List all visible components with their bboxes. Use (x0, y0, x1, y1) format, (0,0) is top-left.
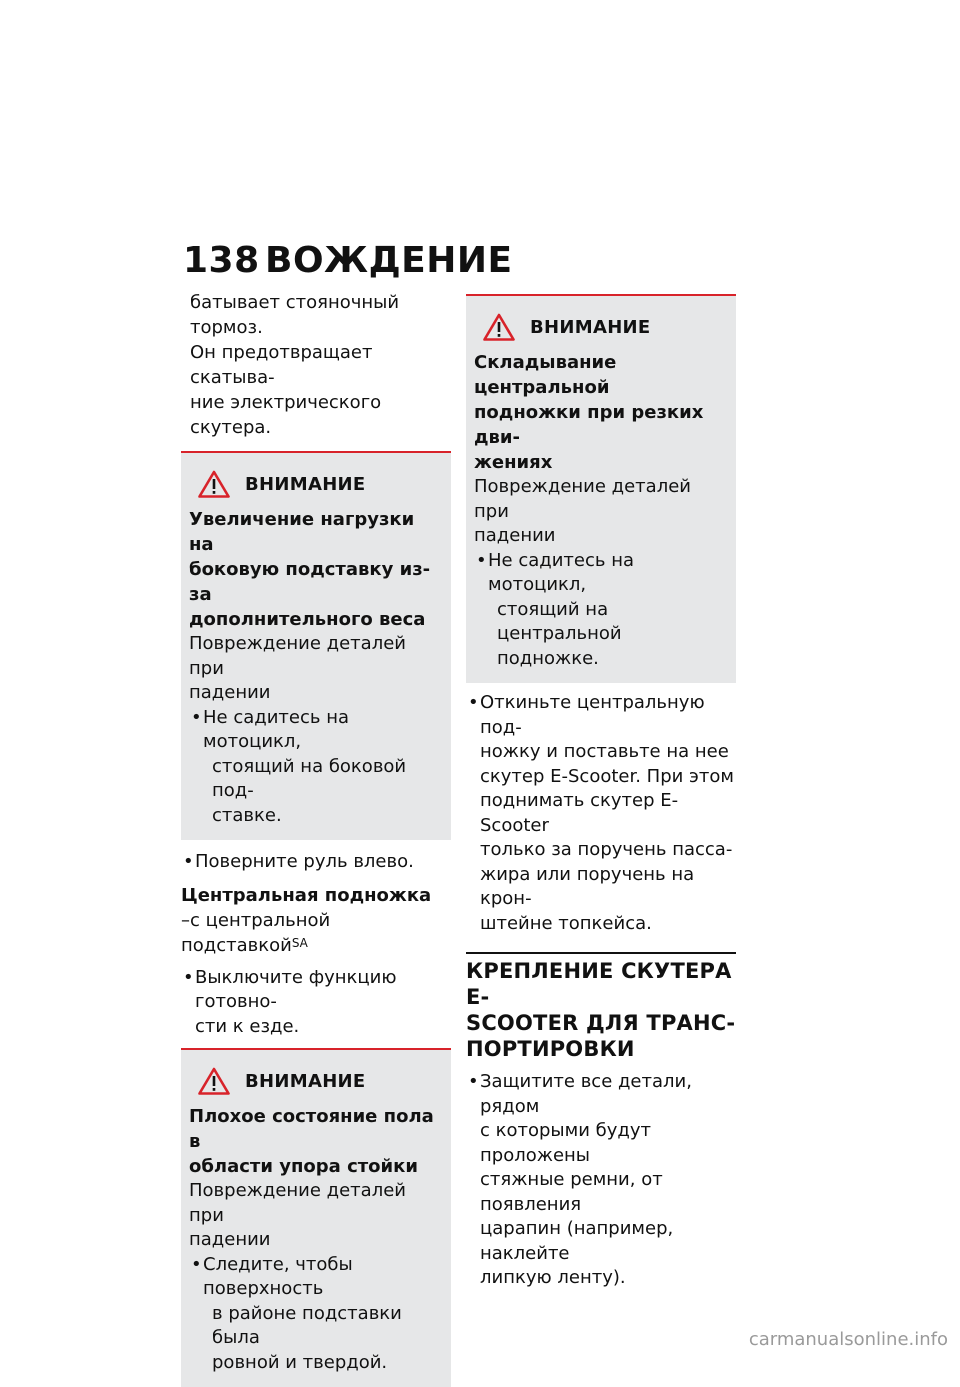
warning-triangle-icon (482, 312, 516, 342)
left-column (181, 290, 451, 1387)
right-column (466, 294, 736, 1291)
warning-instruction-line: ставке. (212, 804, 282, 826)
warning-box-center-stand (466, 294, 736, 683)
warning-header (189, 467, 443, 501)
warning-title-line: жениях (474, 452, 553, 473)
step-line: скутер E-Scooter. При этом (480, 765, 735, 787)
step-line: стяжные ремни, от появления (480, 1169, 663, 1215)
section-title-line: SCOOTER ДЛЯ ТРАНС- (466, 1011, 736, 1035)
warning-consequence-line: падении (474, 525, 556, 546)
step-line: сти к езде. (195, 1015, 300, 1037)
warning-consequence-line: Повреждение деталей при (474, 476, 691, 522)
warning-instruction-line: подножке. (497, 647, 599, 669)
step-line: •Защитите все детали, рядом (468, 1071, 692, 1117)
warning-title-line: Увеличение нагрузки на (189, 509, 415, 555)
step-turn-handlebar (181, 850, 451, 875)
watermark[interactable]: carmanualsonline.info (748, 1329, 948, 1350)
warning-label: ВНИМАНИЕ (245, 473, 366, 495)
intro-line: ние электрического скутера. (190, 392, 382, 438)
step-line: царапин (например, наклейте (480, 1218, 674, 1264)
warning-header (474, 310, 728, 344)
warning-title-line: подножки при резких дви- (474, 402, 704, 448)
step-deploy-center-stand (466, 691, 736, 936)
step-line: липкую ленту). (480, 1267, 626, 1288)
warning-box-floor (181, 1048, 451, 1387)
step-line: с которыми будут проложены (480, 1120, 651, 1166)
warning-title-line: дополнительного веса (189, 609, 426, 630)
warning-consequence-line: Повреждение деталей при (189, 633, 406, 679)
section-title (466, 958, 736, 1062)
page-header (183, 240, 513, 281)
section-title-line: КРЕПЛЕНИЕ СКУТЕРА E- (466, 959, 732, 1009)
step-line: •Поверните руль влево. (183, 851, 414, 872)
step-line: •Выключите функцию готовно- (183, 966, 397, 1012)
intro-line: батывает стояночный тормоз. (190, 292, 400, 338)
warning-consequence-line: падении (189, 1229, 271, 1250)
warning-label: ВНИМАНИЕ (245, 1070, 366, 1092)
warning-triangle-icon (197, 1066, 231, 1096)
sa-superscript: SA (291, 935, 308, 950)
step-line: только за поручень пасса- (480, 839, 733, 860)
section-title-line: ПОРТИРОВКИ (466, 1037, 635, 1061)
warning-instruction-line: •Не садитесь на мотоцикл, (476, 549, 634, 595)
warning-title-line: области упора стойки (189, 1156, 418, 1177)
chapter-title: ВОЖДЕНИЕ (265, 240, 513, 281)
step-protect-parts (466, 1070, 736, 1291)
section-divider (466, 952, 736, 954)
warning-title-line: боковую подставку из-за (189, 559, 431, 605)
warning-header (189, 1064, 443, 1098)
warning-instruction-line: ровной и твердой. (212, 1351, 388, 1373)
step-ignition-off (181, 966, 451, 1040)
warning-label: ВНИМАНИЕ (530, 316, 651, 338)
warning-triangle-icon (197, 469, 231, 499)
warning-instruction-line: •Следите, чтобы поверхность (191, 1253, 353, 1299)
intro-paragraph (181, 290, 451, 440)
warning-instruction-line: •Не садитесь на мотоцикл, (191, 706, 349, 752)
step-line: жира или поручень на крон- (480, 863, 695, 909)
warning-instruction-line: в районе подставки была (212, 1302, 402, 1348)
equipment-note: –с центральной подставкой$^{SA}$ (181, 909, 331, 956)
warning-consequence-line: Повреждение деталей при (189, 1180, 406, 1226)
page-number: 138 (183, 240, 260, 281)
warning-title-line: Плохое состояние пола в (189, 1106, 434, 1152)
subheading-center-stand: Центральная подножка (181, 884, 432, 906)
warning-title-line: Складывание центральной (474, 352, 617, 398)
intro-line: Он предотвращает скатыва- (190, 342, 373, 388)
step-line: поднимать скутер E-Scooter (480, 790, 679, 836)
step-line: штейне топкейса. (480, 912, 652, 934)
warning-instruction-line: стоящий на центральной (497, 598, 622, 644)
warning-consequence-line: падении (189, 682, 271, 703)
step-line: •Откиньте центральную под- (468, 692, 705, 738)
warning-instruction-line: стоящий на боковой под- (212, 755, 407, 801)
step-line: ножку и поставьте на нее (480, 741, 729, 762)
warning-box-side-stand (181, 451, 451, 840)
